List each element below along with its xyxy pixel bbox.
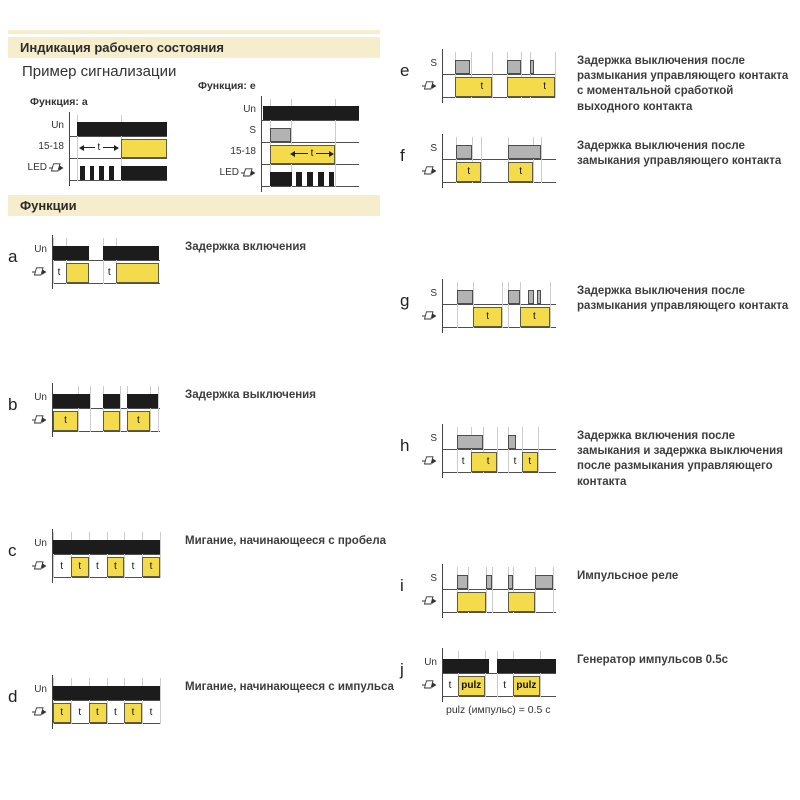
control-bar-gray — [508, 145, 541, 159]
row-label-cell — [32, 260, 52, 282]
gridline — [89, 532, 90, 578]
power-bar-black — [263, 106, 359, 120]
row-labels — [32, 678, 52, 724]
relay-contact-icon — [32, 560, 47, 571]
row-label-cell — [27, 157, 69, 178]
power-bar-black — [53, 246, 89, 260]
function-b — [8, 386, 316, 432]
signal-row — [69, 137, 167, 159]
example-title: Функция: e — [198, 80, 256, 92]
time-axis — [442, 49, 443, 103]
function-d — [8, 678, 394, 724]
output-bar-yellow — [507, 77, 555, 97]
plot-area — [442, 567, 556, 613]
arrowhead-right-icon — [329, 151, 334, 157]
power-bar-black — [53, 394, 90, 408]
function-description: Мигание, начинающееся с пробела — [185, 535, 387, 547]
output-bar-yellow — [103, 411, 120, 431]
gridline — [124, 532, 125, 578]
time-label: t — [64, 414, 67, 426]
time-label: t — [131, 706, 135, 718]
time-label: t — [137, 414, 140, 426]
gridline — [492, 52, 493, 98]
plot-area — [442, 52, 556, 98]
row-labels — [424, 427, 442, 473]
example-section-title: Пример сигнализации — [22, 63, 177, 80]
row-labels — [424, 137, 442, 183]
row-labels — [32, 238, 52, 284]
time-label: t — [107, 266, 111, 278]
output-bar-yellow — [66, 263, 89, 283]
time-label: t — [486, 455, 490, 467]
time-label: t — [480, 80, 484, 92]
power-bar-black — [497, 659, 556, 673]
relay-contact-icon — [49, 162, 64, 173]
signal-label: LED — [219, 167, 239, 178]
time-label: t — [149, 706, 153, 718]
row-labels — [424, 282, 442, 328]
time-label: pulz — [516, 679, 537, 691]
row-label-cell — [32, 386, 52, 408]
control-bar-gray — [457, 290, 473, 304]
control-bar-gray — [456, 145, 472, 159]
signal-row — [52, 409, 160, 432]
control-bar-gray — [528, 290, 534, 304]
row-labels — [424, 52, 442, 98]
power-bar-black — [103, 246, 159, 260]
function-letter: g — [400, 291, 410, 310]
signal-row — [52, 555, 160, 578]
example-function-e — [198, 80, 359, 187]
function-description: Задержка выключения после замыкания управляющего контакта — [577, 140, 782, 168]
row-label-cell — [424, 589, 442, 611]
plot-area — [69, 115, 167, 181]
timing-diagram — [27, 115, 167, 181]
section-divider-strip — [8, 30, 380, 34]
row-label-cell — [198, 162, 261, 183]
control-bar-gray — [508, 290, 519, 304]
power-bar-black — [127, 394, 159, 408]
power-bar-black — [77, 122, 167, 136]
signal-row — [442, 282, 556, 305]
signal-label: S — [249, 125, 256, 136]
function-description: Мигание, начинающееся с импульса — [185, 681, 394, 693]
row-label-cell — [32, 700, 52, 722]
power-bar-black — [443, 659, 489, 673]
arrow-line — [295, 153, 307, 154]
relay-contact-icon — [422, 679, 437, 690]
timing-diagram — [424, 427, 556, 473]
function-e — [400, 52, 789, 113]
time-label: t — [78, 706, 82, 718]
signal-label: Un — [34, 391, 47, 403]
power-bar-black — [318, 172, 324, 186]
signal-row — [442, 137, 556, 160]
relay-contact-icon — [422, 80, 437, 91]
time-axis — [442, 564, 443, 618]
control-bar-gray — [535, 575, 553, 589]
signal-row — [261, 143, 359, 165]
signal-row — [442, 427, 556, 450]
signal-label: Un — [34, 683, 47, 695]
function-description: Задержка выключения после размыкания управляющего контакта с моментальной сработкой выходного контакта — [577, 55, 789, 113]
gridline — [120, 386, 121, 432]
control-bar-gray — [457, 435, 483, 449]
time-label: t — [519, 165, 523, 177]
gridline — [538, 427, 539, 473]
function-letter: i — [400, 576, 404, 595]
power-bar-black — [53, 540, 160, 554]
time-label: t — [114, 706, 117, 718]
time-label: t — [60, 706, 64, 718]
function-letter: d — [8, 687, 18, 706]
row-label-cell — [424, 673, 442, 695]
relay-contact-icon — [422, 455, 437, 466]
relay-contact-icon — [422, 165, 437, 176]
signal-label: Un — [34, 243, 47, 255]
time-label: t — [503, 679, 507, 691]
time-label: t — [149, 560, 153, 572]
arrow-time-label: t — [97, 141, 101, 153]
row-labels — [32, 532, 52, 578]
function-i — [400, 567, 679, 613]
signal-row — [261, 121, 359, 143]
row-label-cell — [30, 136, 69, 157]
control-bar-gray — [508, 575, 513, 589]
gridline — [71, 678, 72, 724]
gridline — [103, 238, 104, 284]
row-label-cell — [424, 137, 442, 159]
output-bar-yellow — [471, 452, 497, 472]
signal-label: 15-18 — [38, 141, 64, 152]
gridline — [160, 678, 161, 724]
timing-diagram — [198, 99, 359, 187]
control-bar-gray — [508, 435, 515, 449]
plot-area — [52, 386, 160, 432]
section-header-indication: Индикация рабочего состояния — [8, 37, 380, 58]
signal-row — [52, 701, 160, 724]
signal-row — [442, 52, 556, 75]
relay-contact-icon — [32, 706, 47, 717]
time-label: t — [114, 560, 117, 572]
function-letter: e — [400, 61, 410, 80]
row-label-cell — [424, 74, 442, 96]
function-letter: j — [400, 660, 404, 679]
time-label: t — [461, 455, 465, 467]
signal-label: S — [430, 572, 437, 584]
gridline — [481, 137, 482, 183]
power-bar-black — [270, 172, 293, 186]
gridline — [158, 386, 159, 432]
time-label: t — [532, 310, 536, 322]
control-bar-gray — [457, 575, 468, 589]
signal-row — [261, 99, 359, 121]
gridline — [150, 386, 151, 432]
timing-diagram — [424, 52, 556, 98]
gridline — [533, 137, 534, 183]
time-axis — [261, 96, 262, 192]
time-axis — [442, 279, 443, 333]
example-title: Функция: a — [30, 96, 88, 108]
signal-label: S — [430, 432, 437, 444]
section-header-functions: Функции — [8, 195, 380, 216]
function-g — [400, 282, 789, 328]
time-label: t — [57, 266, 61, 278]
time-label: t — [486, 310, 489, 322]
power-bar-black — [296, 172, 302, 186]
gridline — [540, 651, 541, 697]
relay-contact-icon — [32, 266, 47, 277]
row-label-cell — [198, 141, 261, 162]
row-label-cell — [424, 282, 442, 304]
output-bar-yellow — [121, 139, 167, 158]
time-label: pulz — [461, 679, 482, 691]
row-label-cell — [424, 567, 442, 589]
time-axis — [442, 134, 443, 188]
gridline — [492, 567, 493, 613]
row-label-cell — [424, 427, 442, 449]
control-bar-gray — [507, 60, 521, 74]
row-label-cell — [198, 99, 261, 120]
function-f — [400, 137, 782, 183]
function-letter: h — [400, 436, 410, 455]
example-function-a — [27, 96, 167, 181]
timing-diagram — [32, 678, 160, 724]
plot-area — [442, 282, 556, 328]
relay-contact-icon — [241, 167, 256, 178]
signal-label: Un — [243, 104, 256, 115]
row-labels — [198, 99, 261, 187]
gridline — [497, 427, 498, 473]
row-label-cell — [198, 120, 261, 141]
arrow-time-label: t — [310, 147, 314, 159]
row-label-cell — [32, 238, 52, 260]
timing-diagram — [424, 651, 556, 697]
plot-area — [442, 137, 556, 183]
time-label: t — [513, 455, 517, 467]
signal-row — [442, 590, 556, 613]
row-label-cell — [32, 678, 52, 700]
signal-row — [442, 651, 556, 674]
arrow-line — [84, 147, 95, 148]
power-bar-black — [121, 166, 167, 180]
timing-diagram — [424, 137, 556, 183]
control-bar-gray — [270, 128, 292, 142]
signal-row — [442, 75, 556, 98]
gridline — [502, 282, 503, 328]
signal-label: LED — [27, 162, 47, 173]
function-j — [400, 651, 729, 716]
signal-row — [69, 115, 167, 137]
row-label-cell — [30, 115, 69, 136]
relay-contact-icon — [422, 310, 437, 321]
plot-area — [52, 678, 160, 724]
signal-row — [442, 450, 556, 473]
row-label-cell — [424, 52, 442, 74]
time-axis — [442, 424, 443, 478]
time-span-arrow — [290, 143, 333, 164]
signal-label: S — [430, 142, 437, 154]
gridline — [508, 427, 509, 473]
function-letter: f — [400, 146, 405, 165]
row-label-cell — [424, 304, 442, 326]
row-label-cell — [424, 449, 442, 471]
plot-area — [442, 651, 556, 697]
signal-label: 15-18 — [230, 146, 256, 157]
row-labels — [27, 115, 69, 181]
power-bar-black — [80, 166, 85, 180]
gridline — [107, 678, 108, 724]
control-bar-gray — [530, 60, 534, 74]
signal-row — [52, 386, 160, 409]
function-letter: c — [8, 541, 17, 560]
power-bar-black — [329, 172, 335, 186]
output-bar-yellow — [116, 263, 159, 283]
signal-row — [261, 165, 359, 187]
gridline — [53, 238, 54, 284]
time-label: t — [543, 80, 546, 92]
signal-label: S — [430, 57, 437, 69]
function-description: Генератор импульсов 0.5с — [577, 654, 729, 666]
time-axis — [442, 648, 443, 702]
output-bar-yellow — [455, 77, 492, 97]
gridline — [553, 567, 554, 613]
signal-label: Un — [51, 120, 64, 131]
time-label: t — [60, 560, 64, 572]
timing-diagram — [32, 386, 160, 432]
signal-row — [442, 305, 556, 328]
signal-label: S — [430, 287, 437, 299]
gridline — [497, 651, 498, 697]
arrow-line — [316, 153, 328, 154]
time-label: t — [448, 679, 452, 691]
time-label: t — [467, 165, 471, 177]
gridline — [78, 386, 79, 432]
power-bar-black — [103, 394, 120, 408]
control-bar-gray — [486, 575, 492, 589]
gridline — [535, 567, 536, 613]
time-span-arrow — [79, 137, 119, 158]
function-letter: b — [8, 395, 18, 414]
plot-area — [442, 427, 556, 473]
gridline — [90, 386, 91, 432]
row-label-cell — [32, 554, 52, 576]
row-labels — [424, 651, 442, 697]
power-bar-black — [99, 166, 104, 180]
timing-diagram — [424, 567, 556, 613]
power-bar-black — [307, 172, 313, 186]
gridline — [485, 651, 486, 697]
function-description: Задержка включения после замыкания и задержка выключения после размыкания управляющего контакта — [577, 430, 783, 488]
signal-row — [52, 261, 160, 284]
time-label: t — [131, 560, 135, 572]
gridline — [142, 678, 143, 724]
time-axis — [52, 675, 53, 729]
timing-diagram — [32, 238, 160, 284]
function-c — [8, 532, 387, 578]
time-label: t — [95, 706, 99, 718]
function-a — [8, 238, 307, 284]
signal-row — [442, 567, 556, 590]
function-h — [400, 427, 783, 488]
row-label-cell — [32, 532, 52, 554]
row-label-cell — [424, 651, 442, 673]
plot-area — [52, 238, 160, 284]
row-labels — [424, 567, 442, 613]
gridline — [555, 52, 556, 98]
output-bar-yellow — [508, 592, 535, 612]
row-label-cell — [32, 408, 52, 430]
timing-diagram — [424, 282, 556, 328]
power-bar-black — [109, 166, 114, 180]
time-axis — [52, 235, 53, 289]
signal-row — [442, 160, 556, 183]
control-bar-gray — [537, 290, 541, 304]
signal-label: Un — [34, 537, 47, 549]
row-label-cell — [424, 159, 442, 181]
gridline — [457, 282, 458, 328]
function-letter: a — [8, 247, 18, 266]
plot-area — [261, 99, 359, 187]
time-label: t — [528, 455, 532, 467]
output-bar-yellow — [457, 592, 487, 612]
gridline — [486, 567, 487, 613]
gridline — [457, 427, 458, 473]
row-labels — [32, 386, 52, 432]
arrow-line — [103, 147, 114, 148]
timing-diagram — [32, 532, 160, 578]
pulz-note: pulz (импульс) = 0.5 с — [446, 704, 551, 716]
function-description: Задержка включения — [185, 241, 307, 253]
time-axis — [52, 529, 53, 583]
relay-contact-icon — [32, 414, 47, 425]
function-description: Импульсное реле — [577, 570, 679, 582]
gridline — [550, 282, 551, 328]
function-description: Задержка выключения после размыкания управляющего контакта — [577, 285, 789, 313]
time-axis — [69, 112, 70, 186]
time-axis — [52, 383, 53, 437]
control-bar-gray — [455, 60, 470, 74]
signal-row — [69, 159, 167, 181]
power-bar-black — [53, 686, 160, 700]
gridline — [53, 532, 54, 578]
power-bar-black — [90, 166, 95, 180]
arrowhead-right-icon — [114, 145, 119, 151]
signal-row — [52, 238, 160, 261]
gridline — [541, 137, 542, 183]
plot-area — [52, 532, 160, 578]
signal-label: Un — [424, 656, 437, 668]
time-label: t — [95, 560, 99, 572]
function-description: Задержка выключения — [185, 389, 316, 401]
signal-row — [442, 674, 556, 697]
relay-contact-icon — [422, 595, 437, 606]
gridline — [508, 282, 509, 328]
gridline — [160, 532, 161, 578]
time-label: t — [78, 560, 82, 572]
